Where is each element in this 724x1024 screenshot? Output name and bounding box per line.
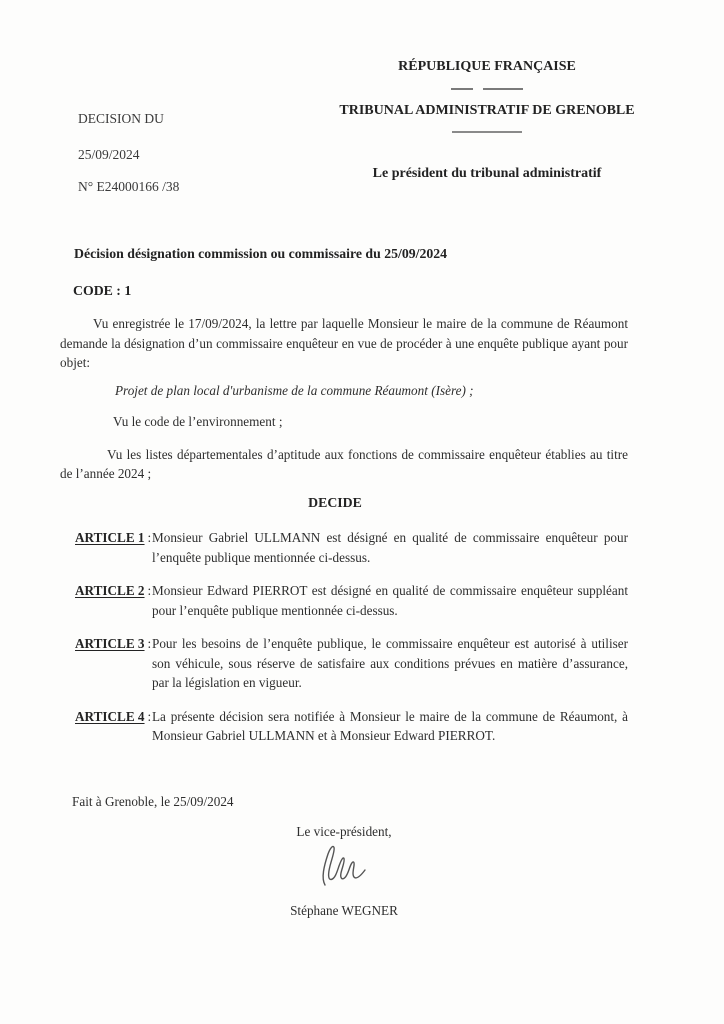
handwritten-signature-icon: [318, 843, 370, 887]
dashed-separator: [451, 88, 523, 90]
header-right-column: [330, 58, 644, 182]
article-2: [75, 581, 628, 620]
article-4: [75, 707, 628, 746]
dash-segment: [483, 88, 523, 90]
article-1-label: ARTICLE 1: [75, 530, 145, 545]
article-3-label: ARTICLE 3: [75, 636, 145, 651]
code-line: CODE : 1: [73, 282, 132, 298]
article-4-colon: :: [147, 708, 152, 724]
article-2-colon: :: [147, 583, 152, 598]
article-4-label: ARTICLE 4: [75, 708, 145, 724]
article-3-text: Pour les besoins de l’enquête publique, le commissaire enquêteur est autorisé à utiliser son véhicule, sous réserve de satisfaire aux conditions prévues en matière d’assurance, par la législation en vigueur.: [152, 636, 628, 690]
article-1-head: [75, 528, 152, 567]
president-title: Le président du tribunal administratif: [372, 165, 602, 181]
article-2-head: [75, 581, 152, 620]
decision-date: 25/09/2024: [78, 147, 140, 162]
recital-aptitude-lists: Vu les listes départementales d’aptitude aux fonctions de commissaire enquêteur établies au titre de l’année 2024 ;: [60, 446, 628, 481]
tribunal-title: TRIBUNAL ADMINISTRATIF DE GRENOBLE: [339, 103, 635, 118]
dash-segment: [451, 88, 473, 90]
signature-block: [60, 822, 628, 920]
article-1: [75, 528, 628, 567]
article-3: [75, 634, 628, 693]
republic-title: RÉPUBLIQUE FRANÇAISE: [398, 59, 576, 74]
subject-line: Décision désignation commission ou commissaire du 25/09/2024: [74, 246, 448, 261]
document-body: [60, 244, 628, 920]
recital-environment-code: Vu le code de l’environnement ;: [113, 414, 283, 429]
enquiry-object-line: Projet de plan local d'urbanisme de la commune Réaumont (Isère) ;: [115, 382, 474, 398]
article-4-head: [75, 707, 152, 746]
place-date-line: Fait à Grenoble, le 25/09/2024: [72, 793, 234, 809]
signatory-title: Le vice-président,: [296, 824, 392, 839]
solid-separator: [452, 131, 522, 133]
article-3-head: [75, 634, 152, 693]
article-2-text: Monsieur Edward PIERROT est désigné en qualité de commissaire enquêteur suppléant pour l’enquête publique mentionnée ci-dessus.: [152, 583, 628, 618]
case-number: N° E24000166 /38: [78, 179, 180, 194]
article-4-text: La présente décision sera notifiée à Monsieur le maire de la commune de Réaumont, à Monsieur Gabriel ULLMANN et à Monsieur Edward PIERROT.: [152, 708, 628, 743]
article-2-label: ARTICLE 2: [75, 583, 145, 598]
decide-heading: DECIDE: [308, 494, 362, 510]
article-1-colon: :: [147, 530, 152, 545]
recital-registered-letter: Vu enregistrée le 17/09/2024, la lettre par laquelle Monsieur le maire de la commune de Réaumont demande la désignation d’un commissaire enquêteur en vue de procéder à une enquête publique ayant pour objet:: [60, 316, 628, 370]
signatory-name: Stéphane WEGNER: [290, 902, 398, 918]
article-3-colon: :: [147, 636, 152, 651]
article-1-text: Monsieur Gabriel ULLMANN est désigné en qualité de commissaire enquêteur pour l’enquête publique mentionnée ci-dessus.: [152, 530, 628, 565]
decision-label: DECISION DU: [78, 111, 164, 126]
